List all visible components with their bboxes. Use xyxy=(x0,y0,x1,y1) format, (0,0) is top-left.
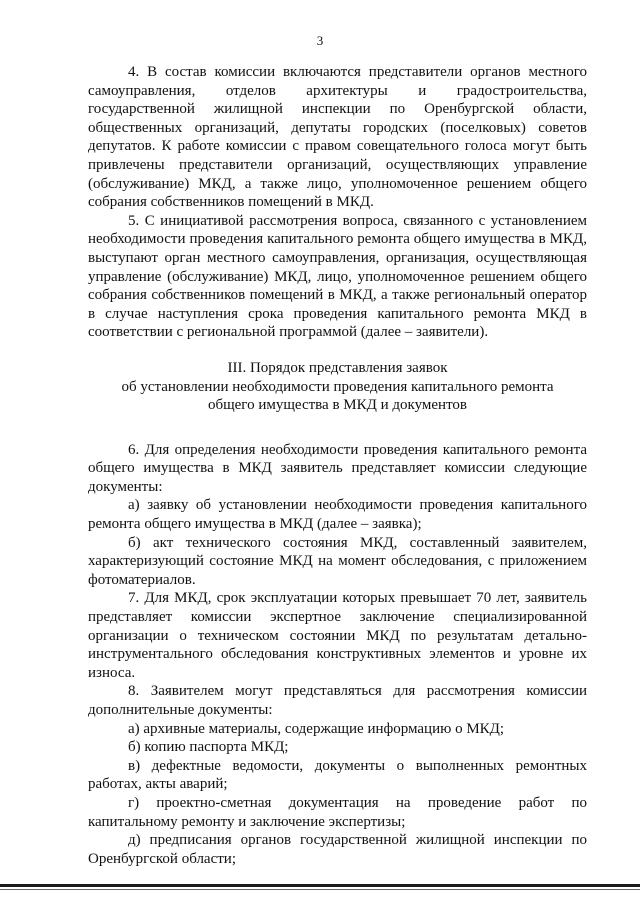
document-body xyxy=(88,63,587,868)
page-number: 3 xyxy=(316,33,324,48)
paragraph-4: 4. В состав комиссии включаются представители органов местного самоуправления, отделов архитектуры и градостроительства, государственной жилищной инспекции по Оренбургской области, общественных организаций, депутаты городских (поселковых) советов депутатов. К работе комиссии с правом совещательного голоса могут быть привлечены представители организаций, осуществляющих управление (обслуживание) МКД, а также лицо, уполномоченное решением общего собрания собственников помещений в МКД. xyxy=(88,64,587,211)
spacer xyxy=(88,415,587,441)
paragraph-6: 6. Для определения необходимости проведения капитального ремонта общего имущества в МКД заявитель представляет комиссии следующие документы: xyxy=(88,441,587,495)
paragraph-8g: г) проектно-сметная документация на проведение работ по капитальному ремонту и заключение экспертизы; xyxy=(88,794,587,830)
section-heading-line-2: об установлении необходимости проведения капитального ремонта xyxy=(121,378,554,395)
paragraph-8d: д) предписания органов государственной жилищной инспекции по Оренбургской области; xyxy=(88,832,587,867)
paragraph-8: 8. Заявителем могут представляться для рассмотрения комиссии дополнительные документы: xyxy=(88,683,587,718)
paragraph-8a: а) архивные материалы, содержащие информацию о МКД; xyxy=(128,720,505,737)
section-heading-line-1: III. Порядок представления заявок xyxy=(227,359,448,376)
paragraph-7: 7. Для МКД, срок эксплуатации которых превышает 70 лет, заявитель представляет комиссии экспертное заключение специализированной организации о техническом состоянии МКД по результатам детально-инструментального обследования конструктивных элементов и уровне их износа. xyxy=(88,590,587,681)
scan-edge-line-thin xyxy=(0,889,640,890)
paragraph-6b: б) акт технического состояния МКД, составленный заявителем, характеризующий состояние МКД на момент обследования, с приложением фотоматериалов. xyxy=(88,534,587,588)
paragraph-8b: б) копию паспорта МКД; xyxy=(128,739,289,756)
spacer xyxy=(88,342,587,359)
scan-edge-line xyxy=(0,884,640,887)
section-heading-line-3: общего имущества в МКД и документов xyxy=(207,397,468,414)
paragraph-6a: а) заявку об установлении необходимости проведения капитального ремонта общего имущества в МКД (далее – заявка); xyxy=(88,497,587,533)
paragraph-8v: в) дефектные ведомости, документы о выполненных ремонтных работах, акты аварий; xyxy=(88,757,587,793)
paragraph-5: 5. С инициативой рассмотрения вопроса, связанного с установлением необходимости проведения капитального ремонта общего имущества в МКД, выступают орган местного самоуправления, организация, осуществляющая управление (обслуживание) МКД, лицо, уполномоченное решением общего собрания собственников помещений в МКД, а также региональный оператор в случае наступления срока проведения капитального ремонта МКД в соответствии с региональной программой (далее – заявители). xyxy=(88,212,587,341)
section-heading xyxy=(88,359,587,415)
